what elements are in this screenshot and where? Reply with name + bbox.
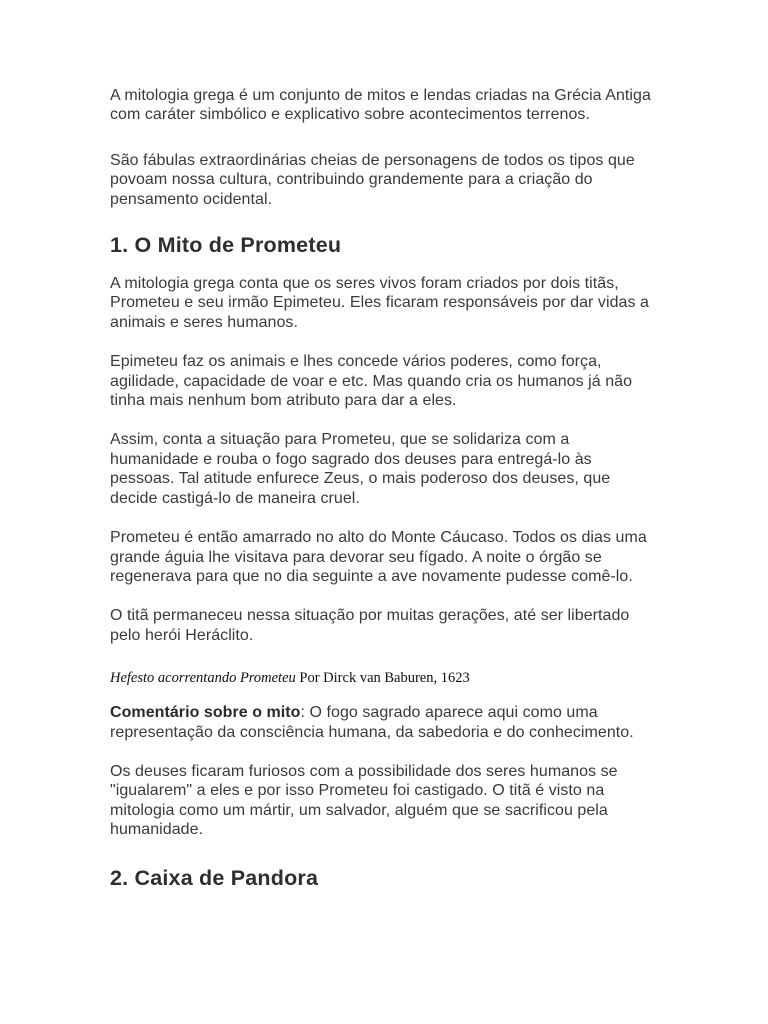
comment-text: : O fogo sagrado aparece aqui como uma representação da consciência humana, da sabedoria e do conhecimento. [110, 704, 634, 741]
paragraph: Assim, conta a situação para Prometeu, que se solidariza com a humanidade e rouba o fogo sagrado dos deuses para entregá-lo às pessoas. Tal atitude enfurece Zeus, o mais poderoso dos deuses, que decide castigá-lo de maneira cruel. [110, 431, 611, 507]
paragraph: O titã permaneceu nessa situação por muitas gerações, até ser libertado pelo herói Heráclito. [110, 607, 630, 644]
paragraph: Prometeu é então amarrado no alto do Monte Cáucaso. Todos os dias uma grande águia lhe visitava para devorar seu fígado. A noite o órgão se regenerava para que no dia seguinte a ave novamente pudesse comê-lo. [110, 529, 647, 585]
paragraph: Epimeteu faz os animais e lhes concede vários poderes, como força, agilidade, capacidade de voar e etc. Mas quando cria os humanos já não tinha mais nenhum bom atributo para dar a eles. [110, 353, 633, 410]
comment-paragraph [110, 703, 658, 742]
image-caption [110, 669, 658, 687]
intro-paragraph-2: São fábulas extraordinárias cheias de personagens de todos os tipos que povoam nossa cultura, contribuindo grandemente para a criação do pensamento ocidental. [110, 151, 635, 208]
section-heading-pandora: 2. Caixa de Pandora [110, 865, 319, 890]
paragraph: A mitologia grega conta que os seres vivos foram criados por dois titãs, Prometeu e seu irmão Epimeteu. Eles ficaram responsáveis por dar vidas a animais e seres humanos. [110, 275, 649, 331]
section-heading-prometeu: 1. O Mito de Prometeu [110, 233, 342, 258]
caption-title: Hefesto acorrentando Prometeu [110, 670, 296, 687]
caption-credit: Por Dirck van Baburen, 1623 [295, 670, 470, 687]
comment-label: Comentário sobre o mito [110, 704, 301, 722]
document-page [110, 86, 658, 891]
intro-paragraph-1: A mitologia grega é um conjunto de mitos e lendas criadas na Grécia Antiga com caráter simbólico e explicativo sobre acontecimentos terrenos. [110, 87, 651, 124]
closing-paragraph: Os deuses ficaram furiosos com a possibilidade dos seres humanos se "igualarem" a eles e por isso Prometeu foi castigado. O titã é visto na mitologia como um mártir, um salvador, alguém que se sacrificou pela humanidade. [110, 762, 618, 839]
